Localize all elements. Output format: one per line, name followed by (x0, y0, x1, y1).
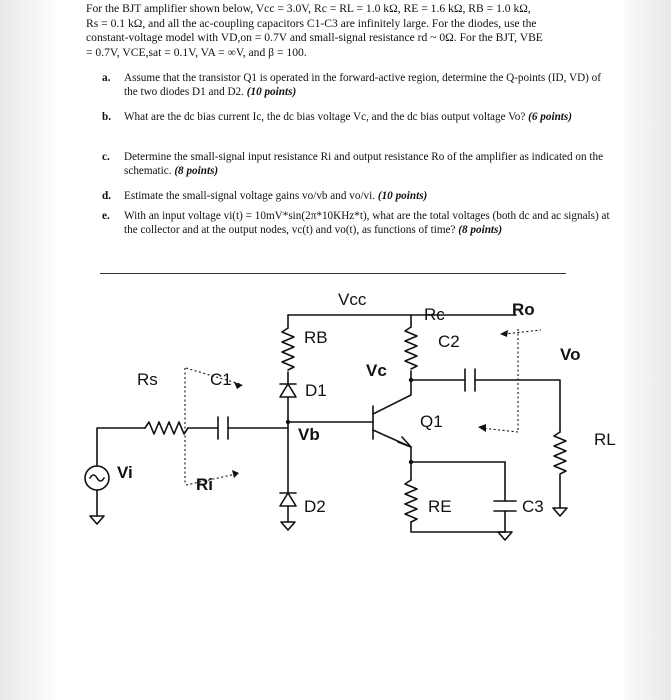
question-text: Estimate the small-signal voltage gains vo/vb and vo/vi. (10 points) (124, 190, 428, 202)
vi-sine (90, 475, 104, 481)
label-d1: D1 (305, 381, 327, 400)
d1-triangle (280, 384, 296, 397)
wire-source (97, 428, 145, 466)
ro-arrow-bottom (481, 428, 518, 432)
ro-arrow-top (504, 330, 541, 334)
intro-line: Rs = 0.1 kΩ, and all the ac-coupling capacitors C1-C3 are infinitely large. For the diodes, use the (86, 16, 537, 30)
label-d2: D2 (304, 497, 326, 516)
node-collector (409, 378, 413, 382)
label-vcc: Vcc (338, 290, 367, 309)
question-label: a. (102, 72, 111, 84)
label-re: RE (428, 497, 452, 516)
label-ro: Ro (512, 300, 535, 319)
ground-c3 (498, 532, 512, 540)
question-points: (8 points) (174, 164, 219, 177)
d2-triangle (280, 493, 296, 506)
bjt-emitter (373, 430, 411, 462)
rc-resistor (405, 327, 417, 369)
question-label: e. (102, 210, 110, 222)
label-c1: C1 (210, 370, 232, 389)
c2-plates (465, 369, 475, 391)
wire-emitter-c3 (411, 522, 505, 532)
ri-arrow-head-bottom (232, 470, 239, 478)
question-text: Assume that the transistor Q1 is operated in the forward-active region, determine the Q-points (ID, VD) of the two diodes D1 and D2. (10 points) (124, 72, 601, 98)
re-resistor (405, 480, 417, 522)
question-text: What are the dc bias current Ic, the dc bias voltage Vc, and the dc bias output voltage Vo? (6 points) (124, 111, 572, 123)
label-vo: Vo (560, 345, 581, 364)
question-points: (8 points) (458, 223, 503, 236)
label-vi: Vi (117, 463, 133, 482)
label-rc: Rc (424, 305, 445, 324)
c1-plates (218, 417, 228, 439)
ground-vi (90, 516, 104, 524)
bjt-emitter-arrow (398, 437, 411, 447)
question-label: d. (102, 190, 112, 202)
label-rb: RB (304, 328, 328, 347)
intro-line: constant-voltage model with VD,on = 0.7V and small-signal resistance rd ~ 0Ω. For the BJT, VBE (86, 31, 543, 45)
label-ri: Ri (196, 475, 213, 494)
node-base (286, 420, 290, 424)
ro-arrow-head-bottom (478, 424, 486, 432)
ro-arrow-head-top (500, 330, 508, 337)
question-points: (10 points) (246, 85, 297, 98)
label-q1: Q1 (420, 412, 443, 431)
intro-line: = 0.7V, VCE,sat = 0.1V, VA = ∞V, and β = 100. (86, 45, 307, 59)
question-points: (10 points) (377, 190, 428, 202)
bjt-collector (373, 380, 411, 414)
label-c3: C3 (522, 497, 544, 516)
question-label: b. (102, 111, 112, 123)
ground-rl (553, 508, 567, 516)
question-points: (6 points) (528, 111, 572, 123)
question-text: Determine the small-signal input resistance Ri and output resistance Ro of the amplifier as indicated on the schematic. (8 points) (124, 151, 604, 177)
label-vb: Vb (298, 425, 320, 444)
c3-plates (494, 501, 516, 511)
question-text: With an input voltage vi(t) = 10mV*sin(2π*10KHz*t), what are the total voltages (both dc and ac signals) at the collector and at the output nodes, vc(t) and vo(t), as functions of time? (8 points) (124, 210, 610, 236)
rl-resistor (554, 432, 566, 474)
rb-resistor (282, 328, 294, 370)
label-c2: C2 (438, 332, 460, 351)
label-rl: RL (594, 430, 616, 449)
label-rs: Rs (137, 370, 158, 389)
question-label: c. (102, 151, 110, 163)
intro-line: For the BJT amplifier shown below, Vcc = 3.0V, Rc = RL = 1.0 kΩ, RE = 1.6 kΩ, RB = 1.0 kΩ, (86, 2, 531, 15)
label-vc: Vc (366, 361, 387, 380)
ground-d2 (281, 522, 295, 530)
rs-resistor (145, 422, 188, 434)
node-emitter (409, 460, 413, 464)
